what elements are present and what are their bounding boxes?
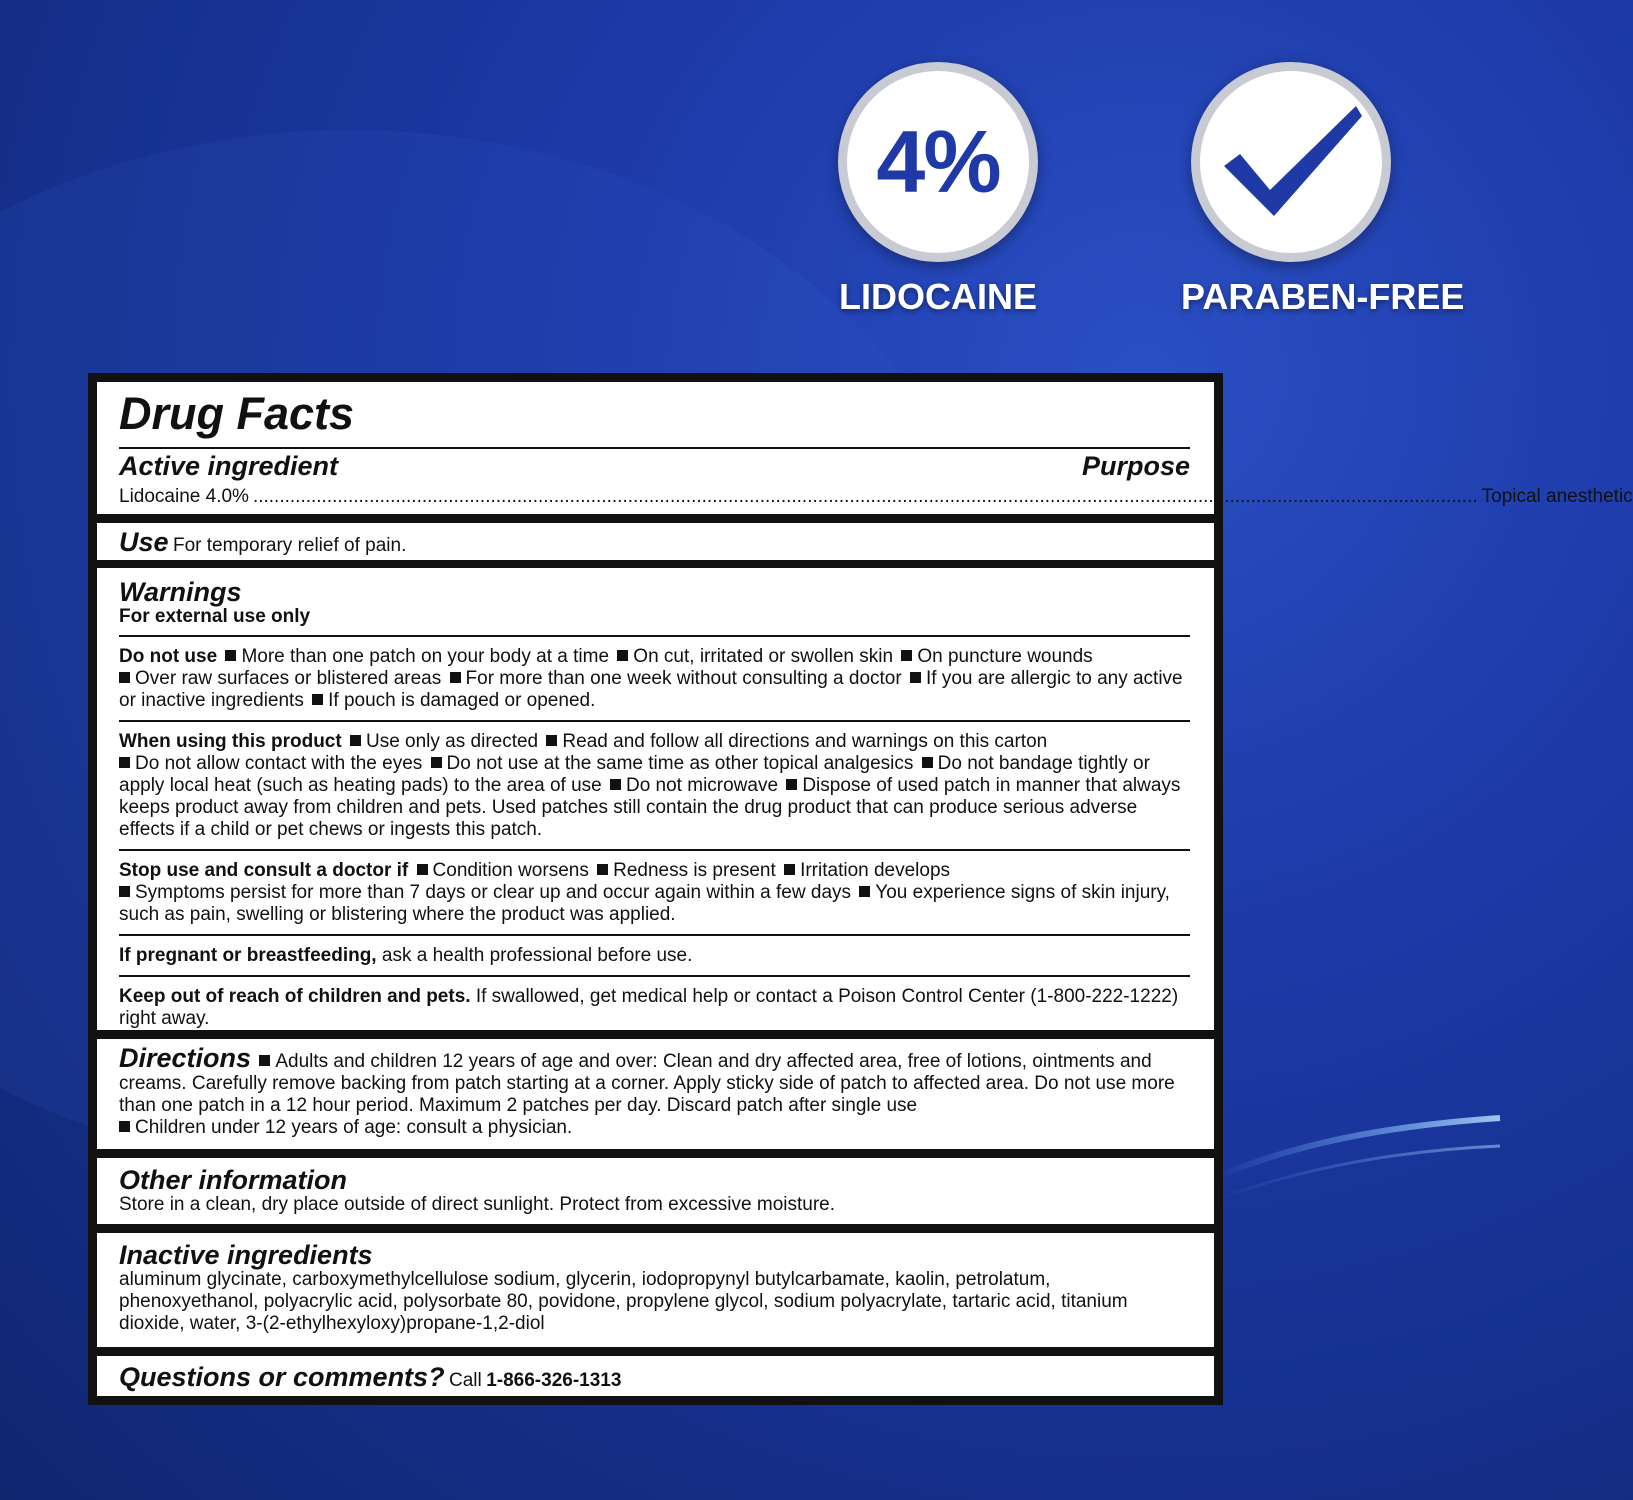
lidocaine-percent: 4% <box>876 112 1000 211</box>
bullet-square <box>546 735 557 746</box>
badge-circle <box>1191 62 1391 262</box>
bullet-square <box>312 694 323 705</box>
warning-item: If pouch is damaged or opened. <box>328 690 596 711</box>
pregnant-lead: If pregnant or breastfeeding, <box>119 945 377 966</box>
keep-out-lead: Keep out of reach of children and pets. <box>119 986 471 1007</box>
questions-box <box>97 1356 1214 1396</box>
warnings-heading: Warnings <box>119 577 242 607</box>
divider <box>119 635 1190 637</box>
active-ingredient-row <box>119 449 1190 482</box>
call-label: Call <box>449 1370 482 1391</box>
questions-heading: Questions or comments? <box>119 1362 445 1392</box>
inactive-ingredients-text: aluminum glycinate, carboxymethylcellulose sodium, glycerin, iodopropynyl butylcarbamate, kaolin, petrolatum, phenoxyethanol, polyacrylic acid, polysorbate 80, povidone, propylene glycol, sodium polyacrylate, tartaric acid, titanium dioxide, water, 3-(2-ethylhexyloxy)propane-1,2-diol <box>119 1269 1128 1334</box>
badge-label: LIDOCAINE <box>839 276 1037 317</box>
stop-use-lead: Stop use and consult a doctor if <box>119 860 409 881</box>
divider <box>119 934 1190 936</box>
bullet-square <box>431 757 442 768</box>
directions-box <box>97 1039 1214 1149</box>
checkmark-icon <box>1216 102 1366 222</box>
other-information-box <box>97 1158 1214 1224</box>
warning-item: More than one patch on your body at a time <box>241 646 610 667</box>
warning-item: Do not bandage tightly or apply local heat (such as heating pads) to the area of use <box>119 753 1150 796</box>
bullet-square <box>786 779 797 790</box>
bullet-square <box>784 864 795 875</box>
inactive-ingredients-box <box>97 1233 1214 1347</box>
bullet-square <box>259 1055 270 1066</box>
when-using-lead: When using this product <box>119 731 342 752</box>
bullet-square <box>450 672 461 683</box>
drug-facts-header-box <box>97 382 1633 514</box>
keep-out-text: If swallowed, get medical help or contact a Poison Control Center (1-800-222-1222) right away. <box>119 986 1179 1029</box>
use-box <box>97 523 1214 560</box>
pregnant-block <box>119 945 1190 967</box>
ingredient-line <box>119 486 1633 508</box>
ingredient-name: Lidocaine 4.0% <box>119 486 249 507</box>
active-ingredient-heading: Active ingredient <box>119 451 339 481</box>
warning-item: You experience signs of skin injury, such as pain, swelling or blistering where the product was applied. <box>119 882 1170 925</box>
directions-block <box>119 1039 1190 1139</box>
bullet-square <box>859 886 870 897</box>
bullet-square <box>119 886 130 897</box>
use-heading: Use <box>119 527 169 557</box>
bullet-square <box>610 779 621 790</box>
ingredient-purpose: Topical anesthetic <box>1481 486 1633 507</box>
direction-item: Children under 12 years of age: consult a physician. <box>135 1117 573 1138</box>
purpose-heading: Purpose <box>1081 451 1190 481</box>
divider <box>119 975 1190 977</box>
drug-facts-panel <box>88 373 1633 1405</box>
bullet-square <box>417 864 428 875</box>
direction-item: Adults and children 12 years of age and over: Clean and dry affected area, free of lotions, ointments and creams. Carefully remove backing from patch starting at a corner. Apply sticky side of patch to affected area. Do not use more than one patch in a 12 hour period. Maximum 2 patches per day. Discard patch after single use <box>119 1051 1175 1116</box>
questions-line <box>119 1356 1190 1393</box>
use-line <box>119 523 1190 558</box>
use-text: For temporary relief of pain. <box>172 535 407 556</box>
bullet-square <box>901 650 912 661</box>
warning-item: Symptoms persist for more than 7 days or clear up and occur again within a few days <box>135 882 852 903</box>
do-not-use-block <box>119 646 1190 712</box>
bullet-square <box>597 864 608 875</box>
drug-facts-title: Drug Facts <box>119 388 355 439</box>
pregnant-text: ask a health professional before use. <box>381 945 693 966</box>
do-not-use-lead: Do not use <box>119 646 218 667</box>
directions-heading: Directions <box>119 1043 252 1073</box>
paraben-free-badge <box>1181 62 1465 318</box>
external-use-subheading: For external use only <box>119 606 311 627</box>
keep-out-block <box>119 986 1190 1030</box>
badge-label: PARABEN-FREE <box>1181 276 1465 317</box>
warning-item: On cut, irritated or swollen skin <box>633 646 894 667</box>
warning-item: Irritation develops <box>800 860 951 881</box>
when-using-block <box>119 731 1190 841</box>
warning-item: Condition worsens <box>432 860 589 881</box>
warning-item: If you are allergic to any active or inactive ingredients <box>119 668 1183 711</box>
divider <box>119 849 1190 851</box>
bullet-square <box>922 757 933 768</box>
warning-item: Dispose of used patch in manner that always keeps product away from children and pets. Used patches still contain the drug product that can produce serious adverse effects if a child or pet chews or ingests this patch. <box>119 775 1181 840</box>
warning-item: Over raw surfaces or blistered areas <box>135 668 442 689</box>
warnings-box <box>97 568 1214 1030</box>
bullet-square <box>910 672 921 683</box>
dot-leader: ........................................................................................................................................................................................................................................ <box>252 486 1478 507</box>
other-information-text: Store in a clean, dry place outside of direct sunlight. Protect from excessive moisture. <box>119 1194 835 1215</box>
inactive-ingredients-heading: Inactive ingredients <box>119 1240 373 1270</box>
lidocaine-badge <box>828 62 1048 318</box>
warning-item: Redness is present <box>613 860 776 881</box>
bullet-square <box>119 757 130 768</box>
divider <box>119 720 1190 722</box>
other-information-heading: Other information <box>119 1165 347 1195</box>
warning-item: Do not use at the same time as other topical analgesics <box>446 753 914 774</box>
warning-item: Read and follow all directions and warnings on this carton <box>562 731 1048 752</box>
warning-item: Use only as directed <box>365 731 539 752</box>
phone-number: 1-866-326-1313 <box>486 1370 622 1391</box>
warning-item: Do not allow contact with the eyes <box>135 753 423 774</box>
warning-item: Do not microwave <box>625 775 779 796</box>
bullet-square <box>119 672 130 683</box>
bullet-square <box>350 735 361 746</box>
bullet-square <box>617 650 628 661</box>
bullet-square <box>225 650 236 661</box>
warning-item: On puncture wounds <box>917 646 1093 667</box>
stop-use-block <box>119 860 1190 926</box>
bullet-square <box>119 1121 130 1132</box>
warning-item: For more than one week without consulting a doctor <box>465 668 902 689</box>
badge-circle <box>838 62 1038 262</box>
